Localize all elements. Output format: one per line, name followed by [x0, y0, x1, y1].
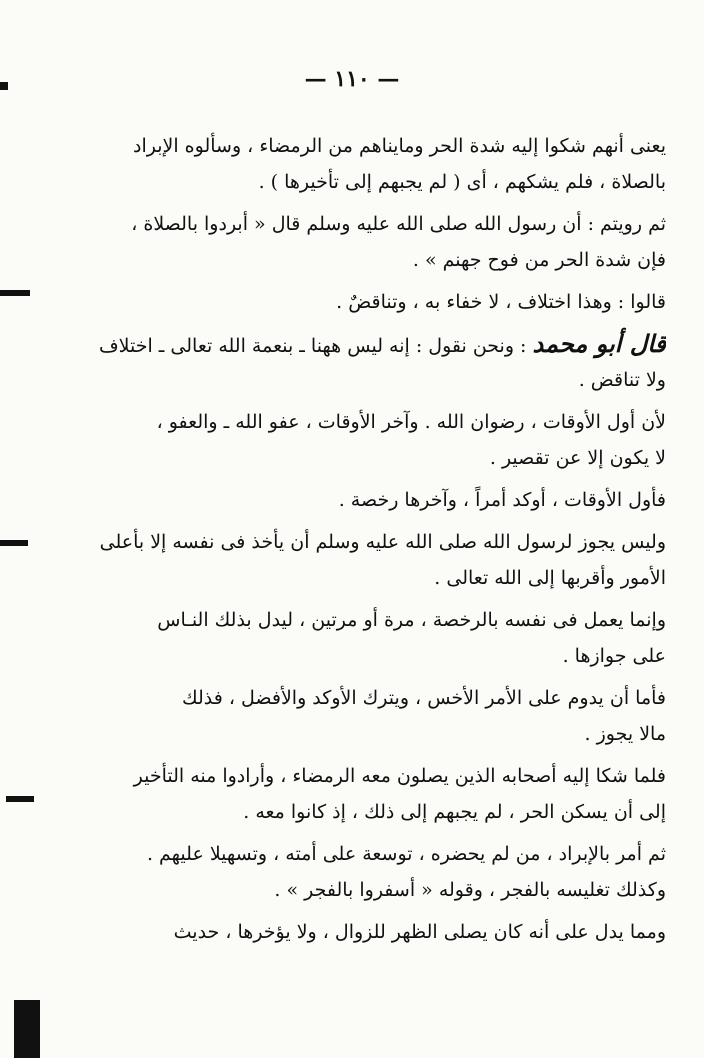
text-line: فإن شدة الحر من فوح جهنم » . — [412, 249, 666, 271]
scan-mark — [14, 1000, 40, 1058]
paragraph — [40, 524, 666, 596]
text-line: على جوازها . — [562, 645, 666, 667]
scan-mark — [0, 82, 8, 90]
paragraph — [40, 326, 666, 398]
paragraph — [40, 482, 666, 518]
page-number: — ١١٠ — — [304, 66, 400, 92]
text-line: لأن أول الأوقات ، رضوان الله . وآخر الأوقات ، عفو الله ـ والعفو ، — [156, 411, 666, 433]
text-line: لا يكون إلا عن تقصير . — [489, 447, 666, 469]
text-line: ومما يدل على أنه كان يصلى الظهر للزوال ، ولا يؤخرها ، حديث — [173, 921, 666, 943]
text-line: فلما شكا إليه أصحابه الذين يصلون معه الرمضاء ، وأرادوا منه التأخير — [133, 765, 666, 787]
text-line: بالصلاة ، فلم يشكهم ، أى ( لم يجبهم إلى تأخيرها ) . — [258, 171, 666, 193]
text-line: ثم رويتم : أن رسول الله صلى الله عليه وسلم قال « أبردوا بالصلاة ، — [131, 213, 666, 235]
paragraph — [40, 128, 666, 200]
text-line: مالا يجوز . — [584, 723, 666, 745]
paragraph — [40, 758, 666, 830]
text-line: يعنى أنهم شكوا إليه شدة الحر ومايناهم من الرمضاء ، وسألوه الإبراد — [133, 135, 666, 157]
text-line-rest: : ونحن نقول : إنه ليس ههنا ـ بنعمة الله تعالى ـ اختلاف — [98, 335, 533, 357]
text-line — [40, 326, 666, 362]
text-line: إلى أن يسكن الحر ، لم يجبهم إلى ذلك ، إذ كانوا معه . — [243, 801, 666, 823]
speaker-heading: قال أبو محمد — [532, 329, 666, 358]
text-line: وليس يجوز لرسول الله صلى الله عليه وسلم أن يأخذ فى نفسه إلا بأعلى — [99, 531, 666, 553]
body-text — [40, 128, 666, 956]
paragraph — [40, 284, 666, 320]
paragraph — [40, 404, 666, 476]
text-line: وإنما يعمل فى نفسه بالرخصة ، مرة أو مرتين ، ليدل بذلك النـاس — [157, 609, 666, 631]
text-line: فأول الأوقات ، أوكد أمراً ، وآخرها رخصة . — [338, 489, 666, 511]
paragraph — [40, 836, 666, 908]
paragraph — [40, 206, 666, 278]
text-line: وكذلك تغليسه بالفجر ، وقوله « أسفروا بالفجر » . — [274, 879, 666, 901]
text-line: ولا تناقض . — [578, 369, 666, 391]
scan-mark — [0, 540, 28, 546]
text-line: فأما أن يدوم على الأمر الأخس ، ويترك الأوكد والأفضل ، فذلك — [181, 687, 666, 709]
scan-mark — [0, 290, 30, 296]
text-line: الأمور وأقربها إلى الله تعالى . — [434, 567, 666, 589]
text-line: قالوا : وهذا اختلاف ، لا خفاء به ، وتناقضٌ . — [336, 291, 666, 313]
paragraph — [40, 602, 666, 674]
text-line: ثم أمر بالإبراد ، من لم يحضره ، توسعة على أمته ، وتسهيلا عليهم . — [146, 843, 666, 865]
paragraph — [40, 914, 666, 950]
scan-mark — [6, 796, 34, 802]
paragraph — [40, 680, 666, 752]
